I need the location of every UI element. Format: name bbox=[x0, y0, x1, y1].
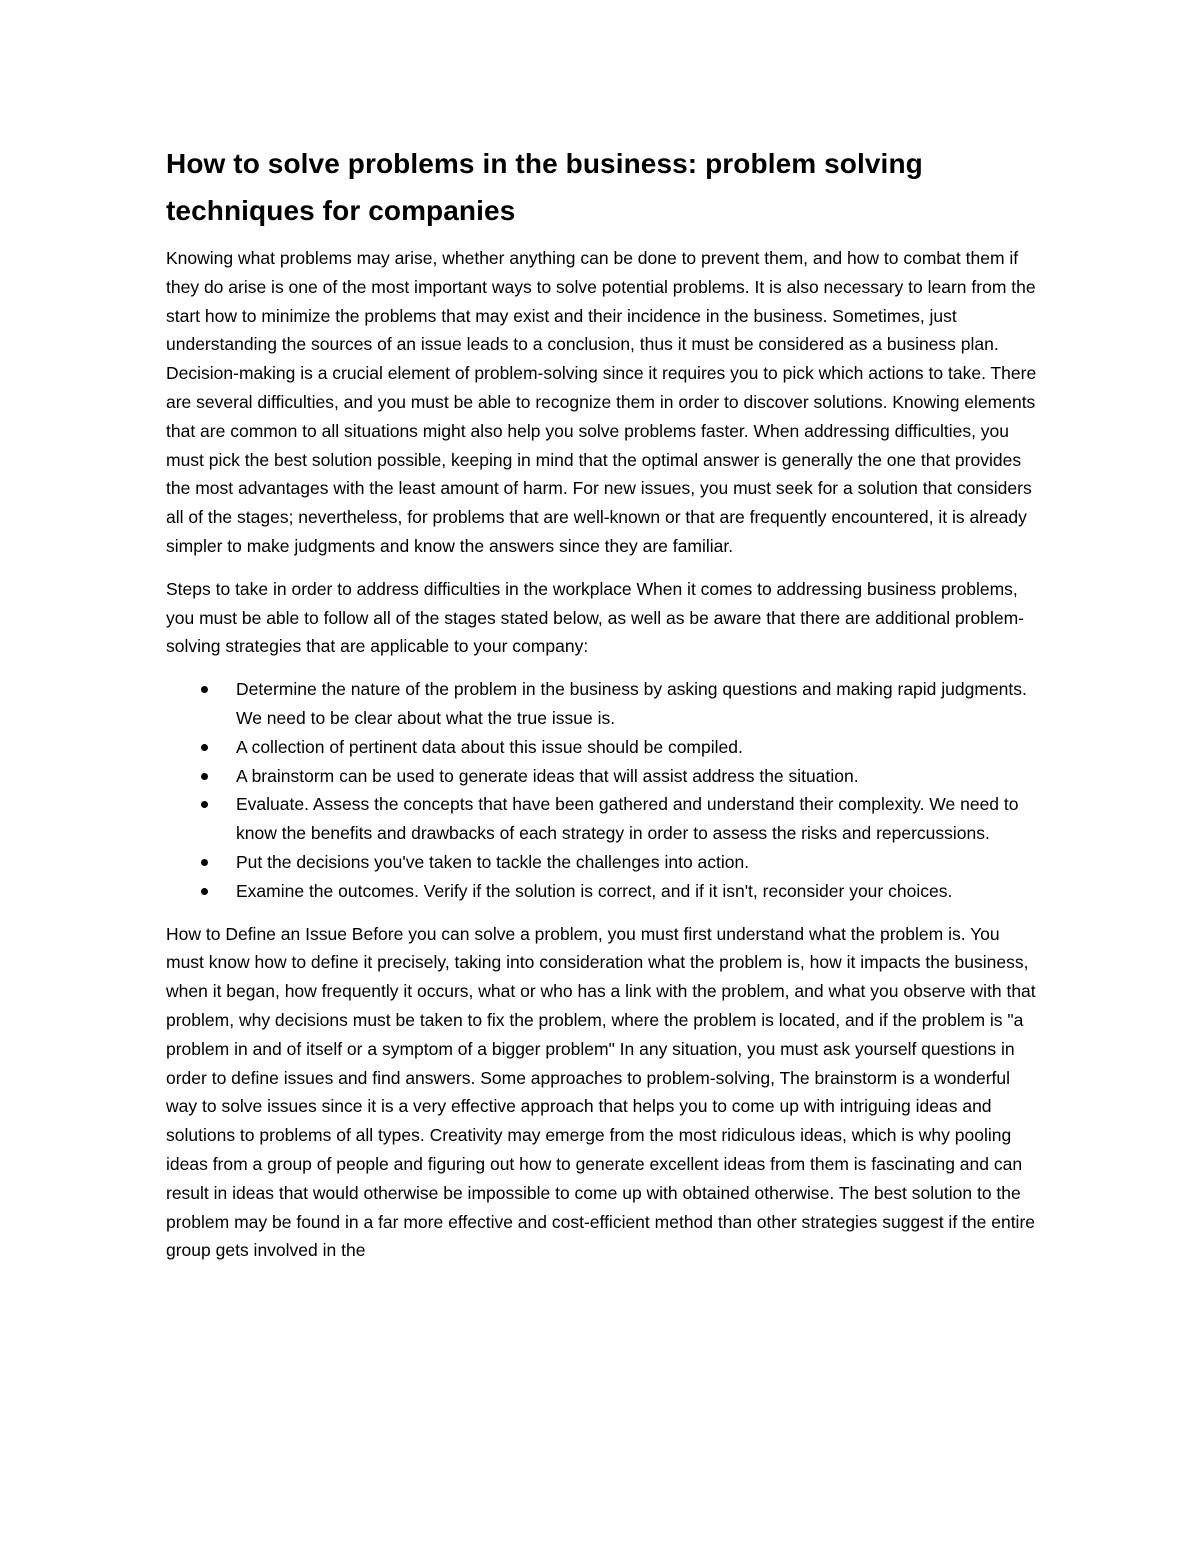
steps-bullet-list bbox=[166, 675, 1038, 905]
bullet-item bbox=[236, 733, 1038, 762]
bullet-text: Examine the outcomes. Verify if the solution is correct, and if it isn't, reconsider your choices. bbox=[236, 880, 953, 901]
bullet-item bbox=[236, 675, 1038, 733]
bullet-dot-icon bbox=[201, 859, 208, 866]
document-page bbox=[166, 140, 1038, 1279]
intro-paragraph: Knowing what problems may arise, whether anything can be done to prevent them, and how to combat them if they do arise is one of the most important ways to solve potential problems. It is also necessary to learn from the start how to minimize the problems that may exist and their incidence in the business. Sometimes, just understanding the sources of an issue leads to a conclusion, thus it must be considered as a business plan. Decision-making is a crucial element of problem-solving since it requires you to pick which actions to take. There are several difficulties, and you must be able to recognize them in order to discover solutions. Knowing elements that are common to all situations might also help you solve problems faster. When addressing difficulties, you must pick the best solution possible, keeping in mind that the optimal answer is generally the one that provides the most advantages with the least amount of harm. For new issues, you must seek for a solution that considers all of the stages; nevertheless, for problems that are well-known or that are frequently encountered, it is already simpler to make judgments and know the answers since they are familiar. bbox=[166, 248, 1037, 556]
bullet-text: A brainstorm can be used to generate ideas that will assist address the situation. bbox=[236, 765, 859, 786]
bullet-dot-icon bbox=[201, 744, 208, 751]
bullet-item bbox=[236, 877, 1038, 906]
bullet-text: A collection of pertinent data about this issue should be compiled. bbox=[236, 736, 743, 757]
bullet-text: Determine the nature of the problem in the business by asking questions and making rapid judgments. We need to be clear about what the true issue is. bbox=[236, 679, 1027, 728]
bullet-item bbox=[236, 848, 1038, 877]
bullet-text: Put the decisions you've taken to tackle the challenges into action. bbox=[236, 851, 750, 872]
bullet-dot-icon bbox=[201, 773, 208, 780]
bullet-dot-icon bbox=[201, 801, 208, 808]
bullet-dot-icon bbox=[201, 888, 208, 895]
bullet-item bbox=[236, 790, 1038, 848]
bullet-text: Evaluate. Assess the concepts that have been gathered and understand their complexity. We need to know the benefits and drawbacks of each strategy in order to assess the risks and repercussions. bbox=[236, 794, 1019, 844]
bullet-item bbox=[236, 762, 1038, 791]
closing-paragraph: How to Define an Issue Before you can solve a problem, you must first understand what the problem is. You must know how to define it precisely, taking into consideration what the problem is, how it impacts the business, when it began, how frequently it occurs, what or who has a link with the problem, and what you observe with that problem, why decisions must be taken to fix the problem, where the problem is located, and if the problem is "a problem in and of itself or a symptom of a bigger problem" In any situation, you must ask yourself questions in order to define issues and find answers. Some approaches to problem-solving, The brainstorm is a wonderful way to solve issues since it is a very effective approach that helps you to come up with intriguing ideas and solutions to problems of all types. Creativity may emerge from the most ridiculous ideas, which is why pooling ideas from a group of people and figuring out how to generate excellent ideas from them is fascinating and can result in ideas that would otherwise be impossible to come up with obtained otherwise. The best solution to the problem may be found in a far more effective and cost-efficient method than other strategies suggest if the entire group gets involved in the bbox=[166, 923, 1036, 1261]
steps-intro-paragraph: Steps to take in order to address difficulties in the workplace When it comes to addressing business problems, you must be able to follow all of the stages stated below, as well as be aware that there are additional problem-solving strategies that are applicable to your company: bbox=[166, 578, 1024, 657]
bullet-dot-icon bbox=[201, 686, 208, 693]
document-title: How to solve problems in the business: problem solving techniques for companies bbox=[166, 148, 923, 226]
